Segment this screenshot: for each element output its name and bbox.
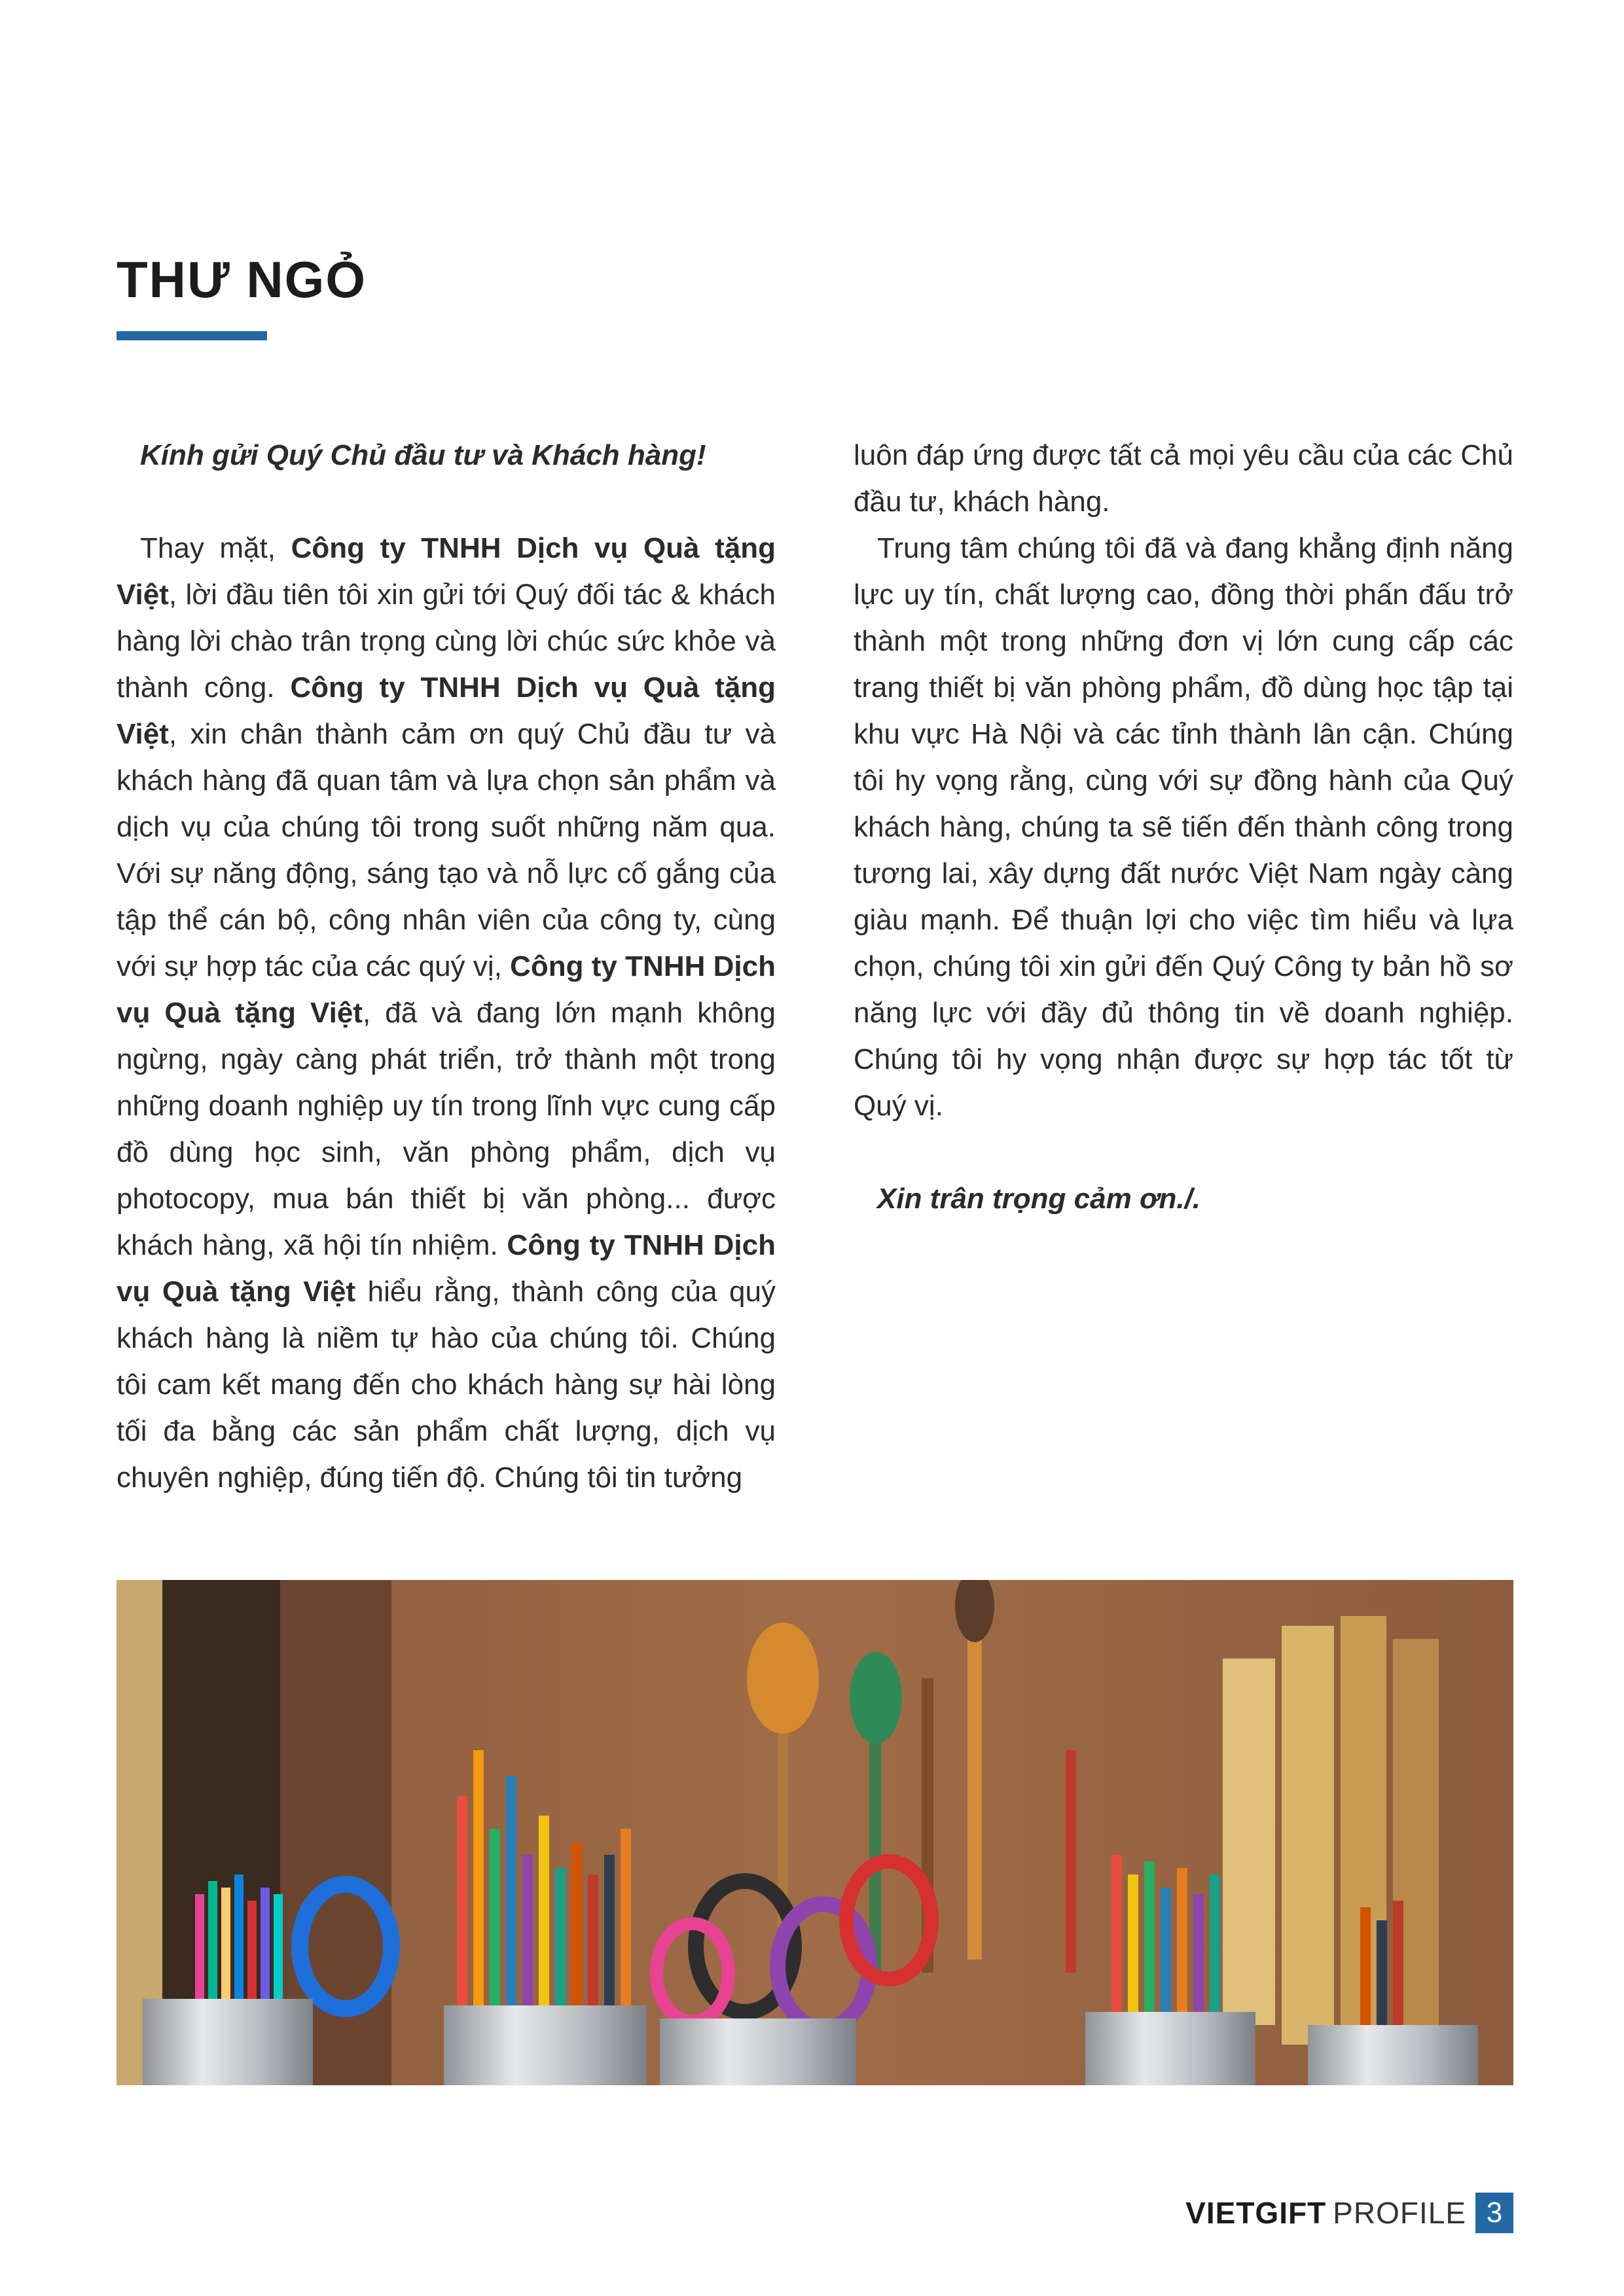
page-title: THƯ NGỎ xyxy=(117,251,367,308)
text-run: hiểu rằng, thành công của quý khách hàng là niềm tự hào của chúng tôi. Chúng tôi cam kết mang đến cho khách hàng sự hài lòng tối đa bằng các sản phẩm chất lượng, dịch vụ chuyên nghiệp, đúng tiến độ. Chúng tôi tin tưởng xyxy=(117,1276,776,1494)
text-run: , xin chân thành cảm ơn quý Chủ đầu tư và khách hàng đã quan tâm và lựa chọn sản phẩm và dịch vụ của chúng tôi trong suốt những năm qua. Với sự năng động, sáng tạo và nỗ lực cố gắng của tập thể cán bộ, công nhân viên của công ty, cùng với sự hợp tác của các quý vị, xyxy=(117,718,776,982)
company-name: Công ty TNHH Dịch vụ Quà tặng Việt xyxy=(117,1229,776,1308)
title-underline xyxy=(117,331,267,340)
footer-brand: VIETGIFT xyxy=(1185,2196,1327,2230)
letter-paragraph-1-continued: luôn đáp ứng được tất cả mọi yêu cầu của các Chủ đầu tư, khách hàng. xyxy=(854,439,1513,518)
letter-column-left xyxy=(117,432,776,1501)
stationery-cups-photo xyxy=(117,1580,1513,2085)
page-number: 3 xyxy=(1475,2193,1513,2233)
text-run: , đã và đang lớn mạnh không ngừng, ngày càng phát triển, trở thành một trong những doanh nghiệp uy tín trong lĩnh vực cung cấp đồ dùng học sinh, văn phòng phẩm, dịch vụ photocopy, mua bán thiết bị văn phòng... được khách hàng, xã hội tín nhiệm. xyxy=(117,997,776,1261)
letter-column-right xyxy=(854,432,1513,1222)
stationery-illustration xyxy=(117,1580,1513,2085)
letter-closing: Xin trân trọng cảm ơn./. xyxy=(877,1183,1201,1215)
letter-salutation: Kính gửi Quý Chủ đầu tư và Khách hàng! xyxy=(140,439,706,471)
company-name: Công ty TNHH Dịch vụ Quà tặng Việt xyxy=(117,532,776,611)
page-footer xyxy=(1185,2193,1513,2233)
footer-profile-label: PROFILE xyxy=(1333,2196,1466,2230)
text-run: , lời đầu tiên tôi xin gửi tới Quý đối tác & khách hàng lời chào trân trọng cùng lời chúc sức khỏe và thành công. xyxy=(117,579,776,704)
text-run: Thay mặt, xyxy=(140,532,291,564)
company-name: Công ty TNHH Dịch vụ Quà tặng Việt xyxy=(117,950,776,1029)
letter-paragraph-2: Trung tâm chúng tôi đã và đang khẳng định năng lực uy tín, chất lượng cao, đồng thời phấn đấu trở thành một trong những đơn vị lớn cung cấp các trang thiết bị văn phòng phẩm, đồ dùng học tập tại khu vực Hà Nội và các tỉnh thành lân cận. Chúng tôi hy vọng rằng, cùng với sự đồng hành của Quý khách hàng, chúng ta sẽ tiến đến thành công trong tương lai, xây dựng đất nước Việt Nam ngày càng giàu mạnh. Để thuận lợi cho việc tìm hiểu và lựa chọn, chúng tôi xin gửi đến Quý Công ty bản hồ sơ năng lực với đầy đủ thông tin về doanh nghiệp. Chúng tôi hy vọng nhận được sự hợp tác tốt từ Quý vị. xyxy=(854,532,1513,1122)
letter-paragraph-1 xyxy=(117,525,776,1501)
company-name: Công ty TNHH Dịch vụ Quà tặng Việt xyxy=(117,672,776,750)
